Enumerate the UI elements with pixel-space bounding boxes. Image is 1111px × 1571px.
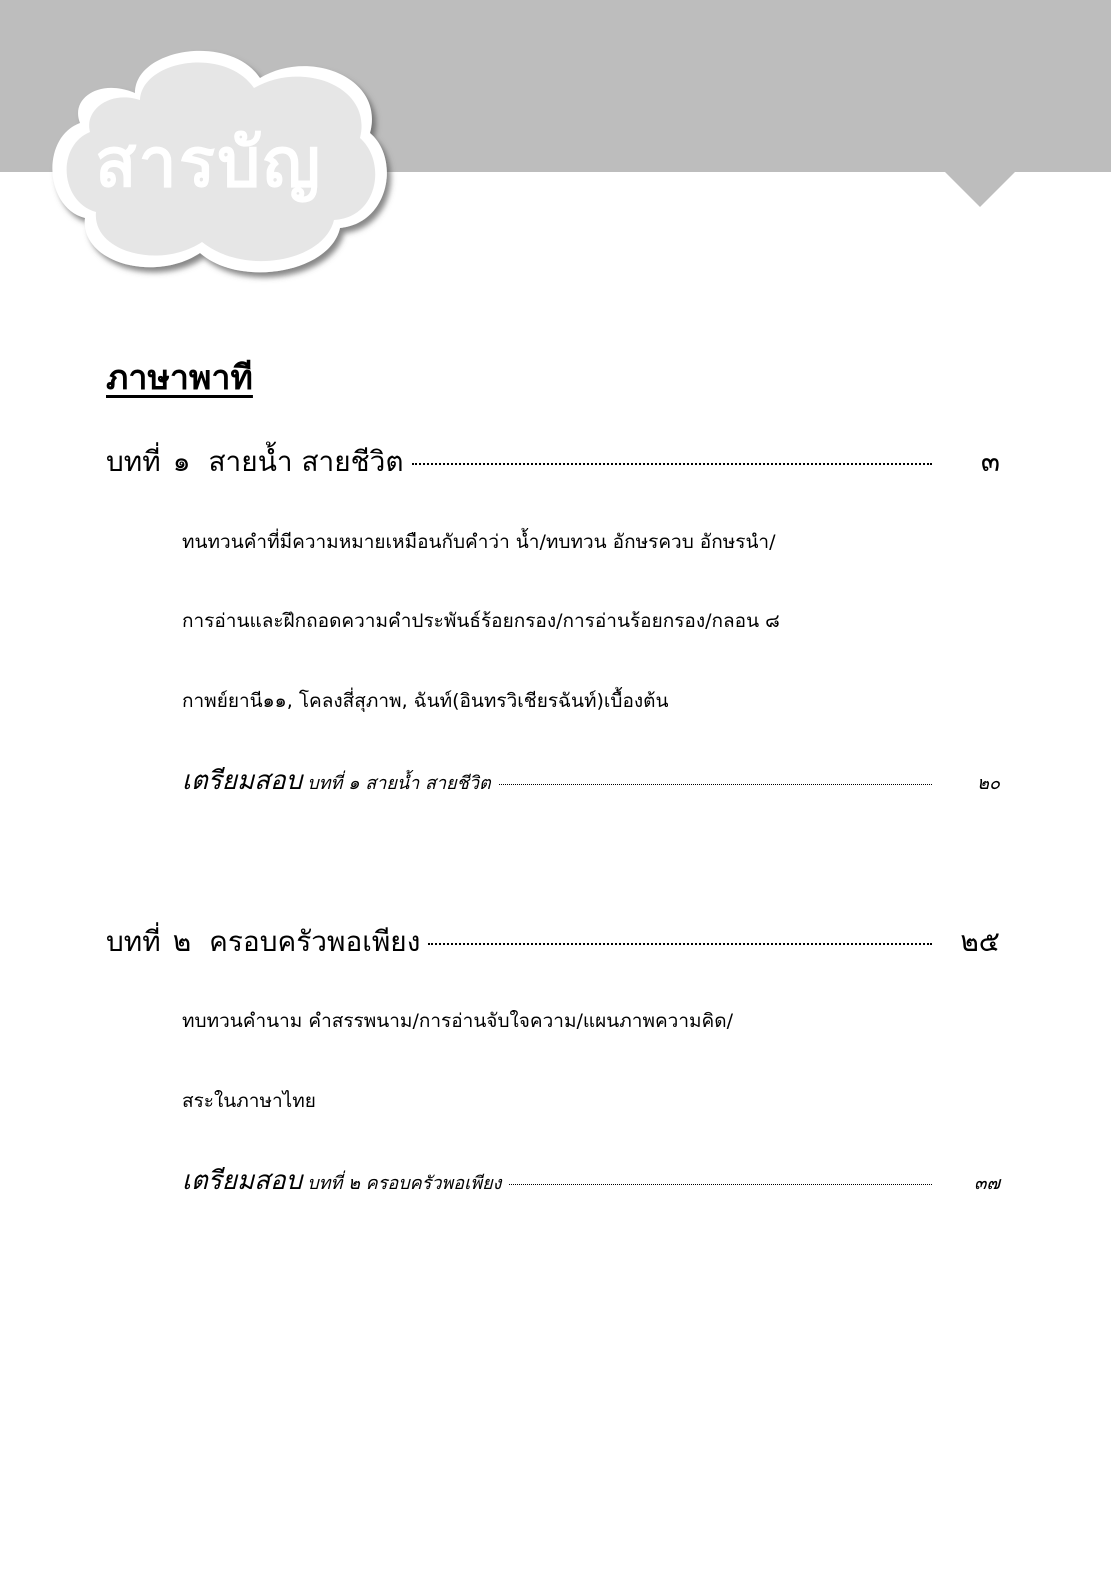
chapter-1-page: ๓ bbox=[980, 445, 1000, 478]
chapter-1-label bbox=[106, 440, 404, 484]
chapter-1-number: ๑ bbox=[172, 445, 191, 478]
chapter-1-prep-label-group bbox=[182, 760, 491, 801]
chapter-2-topic-1: ทบทวนคำนาม คำสรรพนาม/การอ่านจับใจความ/แผนภาพความคิด/ bbox=[182, 1010, 733, 1032]
chapter-2-number: ๒ bbox=[172, 925, 192, 958]
dot-leader bbox=[428, 943, 932, 945]
dot-leader bbox=[509, 1184, 932, 1185]
chapter-2-row[interactable] bbox=[106, 920, 1000, 964]
chapter-2-prep-label: เตรียมสอบ bbox=[182, 1166, 303, 1196]
chapter-2-prep-label-group bbox=[182, 1160, 501, 1201]
chapter-1-title: สายน้ำ สายชีวิต bbox=[208, 445, 404, 478]
chapter-2-label bbox=[106, 920, 420, 964]
chapter-1-prep-detail: บทที่ ๑ สายน้ำ สายชีวิต bbox=[307, 773, 491, 794]
chapter-1-row[interactable] bbox=[106, 440, 1000, 484]
chapter-2-prep-page: ๓๗ bbox=[974, 1173, 1000, 1194]
dot-leader bbox=[499, 784, 932, 785]
section-heading: ภาษาพาที bbox=[106, 358, 253, 398]
chapter-2-prefix: บทที่ bbox=[106, 925, 161, 958]
chapter-2-prep-row[interactable] bbox=[182, 1160, 1000, 1201]
dot-leader bbox=[412, 463, 932, 465]
chapter-1-prefix: บทที่ bbox=[106, 445, 161, 478]
chapter-1-topic-1: ทนทวนคำที่มีความหมายเหมือนกับคำว่า น้ำ/ทบทวน อักษรควบ อักษรนำ/ bbox=[182, 531, 776, 553]
chapter-1-prep-page: ๒๐ bbox=[977, 773, 1000, 794]
chapter-2-prep-detail: บทที่ ๒ ครอบครัวพอเพียง bbox=[307, 1173, 502, 1194]
chapter-2-title: ครอบครัวพอเพียง bbox=[209, 925, 421, 958]
chapter-1-prep-label: เตรียมสอบ bbox=[182, 766, 303, 796]
chapter-1-topic-3: กาพย์ยานี๑๑, โคลงสี่สุภาพ, ฉันท์(อินทรวิเชียรฉันท์)เบื้องต้น bbox=[182, 690, 669, 712]
chapter-1-topic-2: การอ่านและฝึกถอดความคำประพันธ์ร้อยกรอง/การอ่านร้อยกรอง/กลอน ๘ bbox=[182, 610, 780, 632]
chapter-1-prep-row[interactable] bbox=[182, 760, 1000, 801]
chapter-2-page: ๒๕ bbox=[960, 925, 1000, 958]
chapter-2-topic-2: สระในภาษาไทย bbox=[182, 1090, 316, 1112]
page-title: สารบัญ bbox=[95, 124, 323, 203]
header-notch bbox=[944, 171, 1016, 207]
